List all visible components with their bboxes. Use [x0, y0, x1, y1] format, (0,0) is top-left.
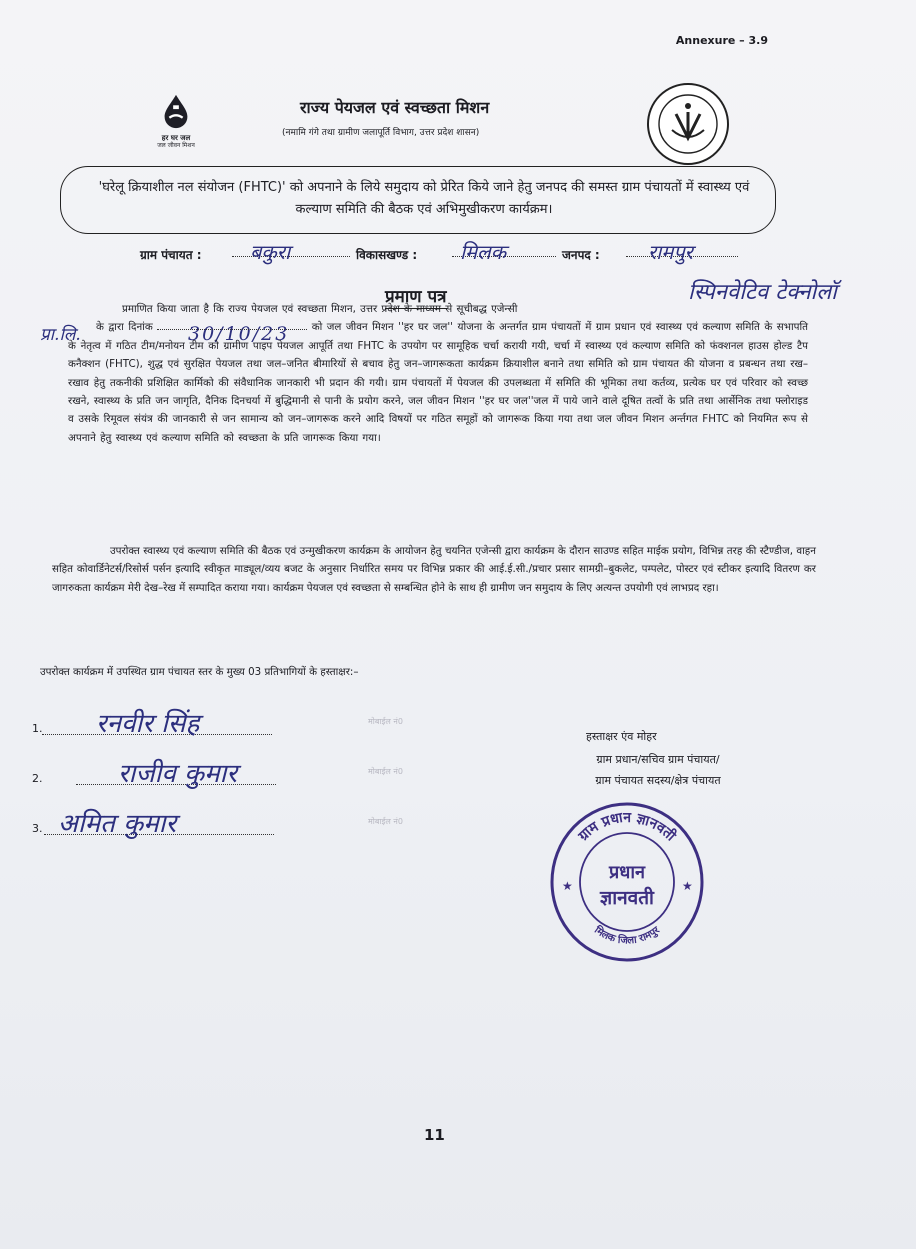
- certificate-title: प्रमाण पत्र: [385, 284, 447, 309]
- block-label: विकासखण्ड :: [356, 248, 418, 262]
- stamp-outer-text: ग्राम प्रधान ज्ञानवती: [575, 809, 679, 845]
- signature-number: 1.: [32, 722, 43, 735]
- star-icon: ★: [682, 879, 693, 893]
- mobile-label: मोबाईल नं0: [368, 717, 403, 726]
- mobile-label: मोबाईल नं0: [368, 817, 403, 826]
- signature-seal-label: हस्ताक्षर एंव मोहर: [586, 730, 657, 743]
- signature-handwritten: राजीव कुमार: [118, 759, 237, 789]
- participants-heading: उपरोक्त कार्यक्रम में उपस्थित ग्राम पंचायत स्तर के मुख्य 03 प्रतिभागियों के हस्ताक्षर:–: [40, 666, 359, 678]
- signature-handwritten: अमित कुमार: [58, 809, 177, 839]
- mobile-label: मोबाईल नं0: [368, 767, 403, 776]
- body-date-label: के द्वारा दिनांक: [96, 321, 153, 334]
- body-intro: प्रमाणित किया जाता है कि राज्य पेयजल एवं स्वच्छता मिशन, उत्तर प्रदेश के माध्यम से सूचीबद्ध एजेन्सी: [122, 303, 518, 315]
- district-label: जनपद :: [562, 248, 600, 262]
- district-value: रामपुर: [648, 240, 693, 264]
- water-drop-icon: [157, 92, 195, 130]
- stamp-bottom-text: मिलक जिला रामपुर: [592, 924, 662, 947]
- stamp-center-1: प्रधान: [609, 862, 645, 883]
- logo-line1: हर घर जल: [161, 134, 191, 142]
- signature-line-1: [32, 709, 332, 742]
- stamp-center-2: ज्ञानवती: [600, 887, 654, 909]
- gram-panchayat-label: ग्राम पंचायत :: [140, 248, 202, 262]
- signature-handwritten: रनवीर सिंह: [96, 709, 200, 739]
- program-banner: 'घरेलू क्रियाशील नल संयोजन (FHTC)' को अपनाने के लिये समुदाय को प्रेरित किये जाने हेतु जनपद की समस्त ग्राम पंचायतों में स्वास्थ्य एवं कल्याण समिति की बैठक एवं अभिमुखीकरण कार्यक्रम।: [60, 166, 776, 234]
- annexure-label: Annexure – 3.9: [675, 34, 768, 47]
- agency-suffix-handwritten: प्रा.लि.: [40, 325, 81, 345]
- designation-line-2: ग्राम पंचायत सदस्य/क्षेत्र पंचायत: [595, 774, 721, 787]
- gram-panchayat-value: बकुरा: [250, 240, 291, 264]
- signature-number: 2.: [32, 772, 43, 785]
- designation: [538, 749, 778, 791]
- signature-line-2: [32, 759, 332, 792]
- up-govt-emblem-icon: [646, 82, 730, 166]
- date-handwritten: 30/10/23: [188, 323, 290, 345]
- block-value: मिलक: [460, 240, 507, 264]
- location-fields: [140, 238, 780, 268]
- agency-name-handwritten: स्पिनवेटिव टेक्नोलॉ: [688, 280, 837, 305]
- signature-number: 3.: [32, 822, 43, 835]
- svg-text:मिलक जिला रामपुर: [591, 923, 662, 947]
- page-subtitle: (नमामि गंगे तथा ग्रामीण जलापूर्ति विभाग, उत्तर प्रदेश शासन): [282, 128, 480, 138]
- logo-line2: जल जीवन मिशन: [157, 142, 195, 149]
- pradhan-seal-stamp: [548, 800, 706, 964]
- page-title: राज्य पेयजल एवं स्वच्छता मिशन: [300, 98, 490, 117]
- designation-line-1: ग्राम प्रधान/सचिव ग्राम पंचायत/: [596, 753, 720, 766]
- star-icon: ★: [562, 879, 573, 893]
- page-number: 11: [424, 1126, 445, 1144]
- certificate-body: [68, 300, 808, 447]
- body-text: को जल जीवन मिशन ''हर घर जल'' योजना के अन्तर्गत ग्राम पंचायतों में ग्राम प्रधान एवं स्वास्थ्य एवं कल्याण समिति के सभापति के नेतृत्व में गठित टीम/मनोयन टीम को ग्रामीण पाइप पेयजल आपूर्ति तथा FHTC के उपयोग पर सामूहिक चर्चा करायी गयी, चर्चा में स्वास्थ्य एवं कल्याण समिति को फंक्शनल हाउस होल्ड टैप कनैक्शन (FHTC), शुद्ध एवं सुरक्षित पेयजल तथा जल–जनित बीमारियों से बचाव हेतु जन–जागरूकता कार्यक्रम क्रियाशील बनाने तथा समिति को ग्राम पंचायत की योजना व प्रबन्धन तथा रख–रखाव हेतु तकनीकी प्रशिक्षित कार्मिको की संवैधानिक जानकारी भी प्रदान की गयी। ग्राम पंचायतों में पेयजल की उपलब्धता में समिति की भूमिका तथा कर्तव्य, प्रत्येक घर एवं परिवार को स्वच्छ रखने, स्वास्थ्य के प्रति जन जागृति, दैनिक दिनचर्या में बुद्धिमानी से पानी के प्रयोग करने, जल जीवन मिशन ''हर घर जल''जल में पाये जाने वाले दूषित तत्वों के प्रति तथा आर्सेनिक तथा फ्लोराइड व उसके रिमूवल संयंत्र की जानकारी से जन सामान्य को जन–जागरूक करने आदि विषयों पर गठित समूहों को जागरूक किया गया तथा जल जीवन मिशन अर्न्तगत FHTC को नियमित रूप से अपनाने हेतु स्वास्थ्य एवं कल्याण समिति को स्वच्छता के प्रति जागरूक किया गया।: [68, 321, 808, 444]
- program-text: उपरोक्त स्वास्थ्य एवं कल्याण समिति की बैठक एवं उन्मुखीकरण कार्यक्रम के आयोजन हेतु चयनित एजेन्सी द्वारा कार्यक्रम के दौरान साउण्ड सहित माईक प्रयोग, विभिन्न तरह की स्टैण्डीज, वाहन सहित कोवार्डिनेटर्स/रिसोर्स पर्सन इत्यादि स्वीकृत माड्यूल/व्यय बजट के अनुसार निर्धारित समय पर विभिन्न प्रकार की आई.ई.सी./प्रचार प्रसार सामग्री–बुकलेट, पम्पलेट, पोस्टर एवं स्टीकर इत्यादि वितरण कर जागरुकता कार्यक्रम मेरी देख–रेख में सम्पादित कराया गया। कार्यक्रम पेयजल एवं स्वच्छता से सम्बन्धित होने के साथ ही ग्रामीण जन समुदाय के लिए अत्यन्त उपयोगी एवं लाभप्रद रहा।: [52, 545, 816, 594]
- signature-line-3: [32, 809, 332, 842]
- program-paragraph: [52, 542, 816, 597]
- har-ghar-jal-logo: [140, 92, 212, 149]
